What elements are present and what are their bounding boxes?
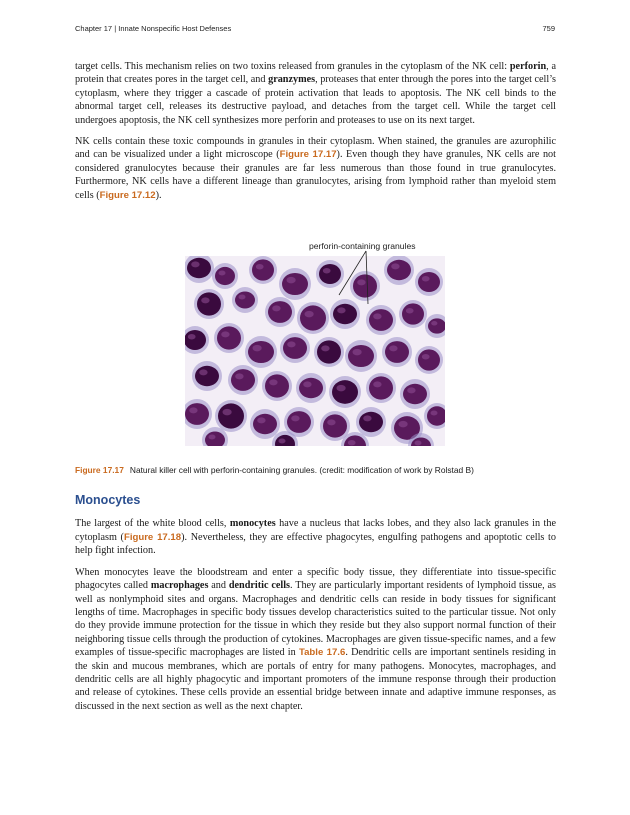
cell-nucleus — [282, 273, 308, 295]
text-run: and — [208, 580, 229, 592]
nucleus-highlight — [269, 379, 277, 385]
nk-cell — [212, 263, 238, 289]
cell-nucleus — [359, 412, 383, 432]
cell-nucleus — [385, 341, 409, 363]
nucleus-highlight — [422, 276, 430, 282]
cell-nucleus — [187, 258, 211, 278]
term-granzymes: granzymes — [268, 74, 316, 86]
section-heading-monocytes: Monocytes — [75, 493, 141, 508]
nucleus-highlight — [373, 313, 381, 319]
nk-cell — [350, 271, 380, 301]
figure-caption — [75, 464, 556, 476]
nucleus-highlight — [303, 381, 311, 387]
nucleus-highlight — [391, 263, 399, 269]
cell-nucleus — [283, 337, 307, 359]
cell-nucleus — [319, 264, 341, 284]
nk-cell — [214, 323, 244, 353]
nucleus-highlight — [407, 387, 415, 393]
link-figure-17-18[interactable]: Figure 17.18 — [123, 531, 182, 543]
nucleus-highlight — [305, 311, 314, 318]
cell-nucleus — [253, 414, 277, 434]
nucleus-highlight — [337, 307, 345, 313]
paragraph-perforin — [75, 60, 556, 127]
nk-cell — [185, 326, 209, 354]
cell-nucleus — [265, 374, 289, 397]
nucleus-highlight — [272, 305, 280, 311]
cell-nucleus — [369, 309, 393, 331]
cell-nucleus — [215, 267, 235, 285]
nucleus-highlight — [257, 417, 265, 423]
text-run: target cells. This mechanism relies on two toxins released from granules in the cytoplasm of the NK cell: — [75, 61, 510, 72]
nucleus-highlight — [223, 409, 232, 416]
nucleus-highlight — [219, 271, 226, 276]
nucleus-highlight — [189, 407, 197, 413]
nucleus-highlight — [337, 385, 346, 392]
nk-cell — [194, 289, 224, 319]
text-run: . Dendritic cells are important sentinels residing in the skin and mucous membranes, which are portals of entry for many pathogens. Monocytes, macrophages, and dendritic cells are all highly phagocytic and important promoters of the immune response through their production and release of cytokines. These cells provide an essential bridge between innate and adaptive immune responses, as discussed in the next section as well as the next chapter. — [75, 647, 556, 712]
nk-cell — [280, 333, 310, 363]
cell-nucleus — [235, 292, 255, 309]
nucleus-highlight — [363, 415, 371, 421]
cell-nucleus — [217, 326, 241, 349]
cell-nucleus — [231, 369, 255, 391]
nucleus-highlight — [353, 349, 362, 356]
nk-cell — [297, 302, 329, 334]
cell-nucleus — [418, 272, 440, 292]
nucleus-highlight — [406, 308, 414, 314]
nk-cell — [356, 407, 386, 437]
cell-nucleus — [317, 340, 341, 363]
cell-nucleus — [299, 378, 323, 398]
callout-label: perforin-containing granules — [309, 241, 416, 252]
nucleus-highlight — [389, 345, 397, 351]
nucleus-highlight — [415, 441, 422, 446]
nk-cell — [384, 256, 414, 285]
nucleus-highlight — [348, 440, 356, 446]
chapter-number: Chapter 17 — [75, 24, 113, 33]
nk-cell — [185, 256, 214, 283]
term-macrophages: macrophages — [150, 580, 209, 592]
page-number: 759 — [542, 24, 555, 33]
nucleus-highlight — [321, 345, 329, 351]
cell-nucleus — [287, 411, 311, 433]
nucleus-highlight — [291, 415, 299, 421]
cell-nucleus — [197, 292, 221, 315]
nucleus-highlight — [199, 369, 207, 375]
text-run: , proteases that enter through the pores into the target cell’s cytoplasm, where they trigger a cascade of protein activation that leads to apoptosis. The NK cell binds to the abnormal target cell, releases its destructive payload, and detaches from the target cell. While the target cell undergoes apoptosis, the NK cell synthesizes more perforin and proteases to use on its next target. — [75, 74, 557, 126]
nucleus-highlight — [235, 373, 243, 379]
nk-cell — [330, 299, 360, 329]
header-separator: | — [112, 24, 119, 33]
nk-cell — [329, 376, 361, 408]
nk-cell — [425, 314, 445, 338]
nucleus-highlight — [431, 411, 438, 416]
nucleus-highlight — [422, 354, 430, 360]
running-head — [75, 24, 231, 33]
nucleus-highlight — [327, 419, 335, 425]
nk-cell — [228, 365, 258, 395]
nk-cell — [415, 268, 443, 296]
cell-nucleus — [195, 366, 219, 386]
figure-label: Figure 17.17 — [75, 465, 124, 476]
nucleus-highlight — [287, 341, 295, 347]
nucleus-highlight — [287, 277, 296, 284]
text-run: When monocytes leave the bloodstream and enter a specific body tissue, they differentiate into tissue-specific phagocytes called — [75, 566, 556, 592]
nk-cell — [366, 305, 396, 335]
nk-cell — [185, 399, 212, 429]
term-dendritic-cells: dendritic cells — [228, 580, 290, 592]
nucleus-highlight — [256, 264, 264, 270]
nk-cell — [399, 300, 427, 328]
nucleus-highlight — [209, 435, 216, 440]
figure-17-17 — [75, 216, 556, 462]
nk-cell — [345, 340, 377, 372]
cell-nucleus — [252, 259, 274, 280]
nucleus-highlight — [188, 334, 196, 340]
nk-cell — [265, 297, 295, 327]
cell-nucleus — [348, 345, 374, 367]
nucleus-highlight — [431, 321, 437, 326]
paragraph-macrophages — [75, 566, 556, 713]
nucleus-highlight — [221, 331, 229, 337]
nk-cell — [249, 256, 277, 284]
text-run: NK cells contain these toxic compounds in granules in their cytoplasm. When stained, the granules are azurophilic and can be visualized under a light microscope ( — [75, 136, 556, 161]
nk-cell — [424, 403, 445, 429]
nk-cell — [415, 346, 443, 374]
nucleus-highlight — [239, 295, 246, 300]
chapter-title: Innate Nonspecific Host Defenses — [118, 24, 232, 33]
micrograph-cells — [185, 256, 445, 446]
cell-nucleus — [369, 376, 393, 399]
nk-cell — [232, 287, 258, 313]
cell-nucleus — [402, 303, 424, 324]
nucleus-highlight — [201, 297, 209, 303]
nucleus-highlight — [373, 381, 381, 387]
cell-nucleus — [353, 274, 377, 297]
cell-nucleus — [403, 384, 427, 404]
text-run: ). Even though they have granules, NK cells are not considered granulocytes because their granules are far less numerous than those found in true granulocytes. Furthermore, NK cells have a different lineage than granulocytes, arising from lymphoid rather than myeloid stem cells ( — [75, 149, 556, 201]
link-figure-17-12[interactable]: Figure 17.12 — [99, 189, 156, 201]
nk-cell — [296, 373, 326, 403]
text-run: ). Nevertheless, they are effective phagocytes, engulfing pathogens and apoptotic cells to help fight infection. — [75, 531, 556, 557]
cell-nucleus — [185, 403, 209, 425]
micrograph-image — [185, 256, 445, 446]
link-figure-17-17[interactable]: Figure 17.17 — [279, 149, 337, 161]
paragraph-nk-granules — [75, 135, 556, 202]
cell-nucleus — [300, 305, 326, 330]
nk-cell — [400, 379, 430, 409]
nk-cell — [279, 268, 311, 300]
text-run: , a protein that creates pores in the target cell, and — [75, 61, 556, 86]
link-table-17-6[interactable]: Table 17.6 — [298, 647, 346, 659]
cell-nucleus — [387, 260, 411, 280]
nk-cell — [215, 400, 247, 432]
cell-nucleus — [248, 341, 274, 363]
cell-nucleus — [332, 380, 358, 404]
nk-cell — [262, 371, 292, 401]
nk-cell — [250, 409, 280, 439]
nucleus-highlight — [253, 345, 262, 352]
text-run: . They are particularly important residents of lymphoid tissue, as well as nonlymphoid sites and organs. Macrophages and dendritic cells can reside in body tissues for significant lengths of time. Macrophages in specific body tissues develop characteristics suited to the particular tissue. Not only do they provide immune protection for the tissue in which they reside but they also support normal function of their neighboring tissue cells through the production of cytokines. Macrophages are given tissue-specific names, and a few examples of tissue-specific macrophages are listed in — [75, 580, 556, 659]
nk-cell — [316, 260, 344, 288]
nucleus-highlight — [279, 439, 286, 444]
nk-cell — [245, 336, 277, 368]
nucleus-highlight — [399, 421, 408, 428]
caption-text: Natural killer cell with perforin-containing granules. (credit: modification of work by Rolstad B) — [129, 465, 474, 476]
nucleus-highlight — [191, 261, 199, 267]
nk-cell — [366, 373, 396, 403]
text-run: ). — [155, 189, 162, 201]
cell-nucleus — [418, 349, 440, 370]
cell-nucleus — [185, 330, 206, 350]
paragraph-monocytes — [75, 517, 556, 557]
text-run: have a nucleus that lacks lobes, and they also lack granules in the cytoplasm ( — [75, 518, 556, 543]
nucleus-highlight — [357, 279, 365, 285]
term-perforin: perforin — [509, 61, 547, 72]
nk-cell — [192, 361, 222, 391]
cell-nucleus — [323, 414, 347, 437]
cell-nucleus — [333, 304, 357, 324]
nk-cell — [382, 337, 412, 367]
nucleus-highlight — [323, 268, 331, 274]
cell-nucleus — [268, 301, 292, 323]
cell-nucleus — [218, 403, 244, 428]
text-run: The largest of the white blood cells, — [75, 518, 230, 530]
term-monocytes: monocytes — [229, 518, 276, 530]
nk-cell — [314, 337, 344, 367]
page-body — [75, 60, 556, 721]
